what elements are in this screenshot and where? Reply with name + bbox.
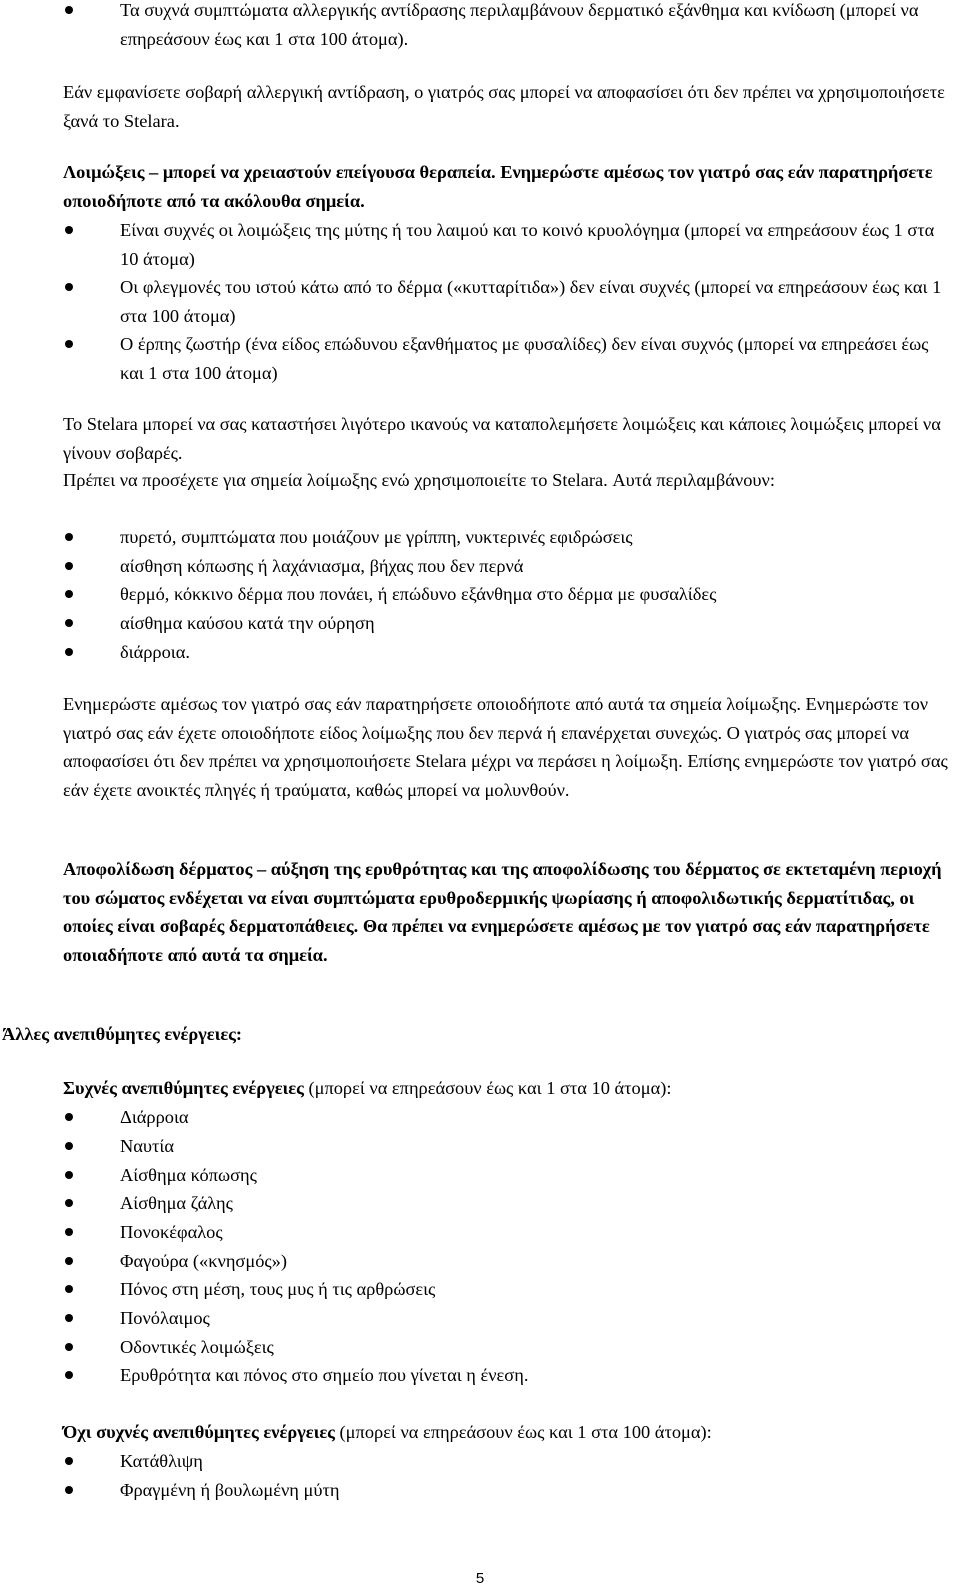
- list-item-sign-5: διάρροια.: [120, 638, 953, 667]
- uncommon-effects-intro: [63, 1418, 953, 1447]
- other-effects-heading: Άλλες ανεπιθύμητες ενέργειες:: [2, 1024, 243, 1044]
- reduced-ability-paragraph: Το Stelara μπορεί να σας καταστήσει λιγότερο ικανούς να καταπολεμήσετε λοιμώξεις και κάποιες λοιμώξεις μπορεί να γίνουν σοβαρές.: [63, 414, 941, 463]
- severe-allergy-paragraph: Εάν εμφανίσετε σοβαρή αλλεργική αντίδραση, ο γιατρός σας μπορεί να αποφασίσει ότι δεν πρέπει να χρησιμοποιήσετε ξανά το Stelara.: [63, 82, 945, 131]
- list-item-common-3: Αίσθημα κόπωσης: [120, 1161, 953, 1190]
- infections-heading-title: Λοιμώξεις – μπορεί να χρειαστούν επείγουσα θεραπεία.: [63, 162, 496, 182]
- list-item-common-6: Φαγούρα («κνησμός»): [120, 1247, 953, 1276]
- uncommon-effects-label: Όχι συχνές ανεπιθύμητες ενέργειες: [63, 1422, 335, 1442]
- uncommon-effects-frequency: (μπορεί να επηρεάσουν έως και 1 στα 100 άτομα):: [334, 1422, 712, 1442]
- page-number: 5: [475, 1570, 485, 1587]
- list-item-common-9: Οδοντικές λοιμώξεις: [120, 1333, 953, 1362]
- common-effects-frequency: (μπορεί να επηρεάσουν έως και 1 στα 10 άτομα):: [303, 1078, 672, 1098]
- infections-heading: [63, 158, 953, 215]
- skin-peeling-paragraph: Αποφολίδωση δέρματος – αύξηση της ερυθρότητας και της αποφολίδωσης του δέρματος σε εκτεταμένη περιοχή του σώματος ενδέχεται να είναι συμπτώματα ερυθροδερμικής ψωρίασης ή αποφολιδωτικής δερματίτιδας, οι οποίες είναι σοβαρές δερματοπάθειες. Θα πρέπει να ενημερώσετε αμέσως με τον γιατρό σας εάν παρατηρήσετε οποιαδήποτε από αυτά τα σημεία.: [63, 859, 942, 965]
- common-effects-label: Συχνές ανεπιθύμητες ενέργειες: [63, 1078, 304, 1098]
- list-item-infection-3: Ο έρπης ζωστήρ (ένα είδος επώδυνου εξανθήματος με φυσαλίδες) δεν είναι συχνός (μπορεί να επηρεάσει έως και 1 στα 100 άτομα): [120, 330, 953, 387]
- list-item-sign-4: αίσθημα καύσου κατά την ούρηση: [120, 609, 953, 638]
- watch-for-paragraph: Πρέπει να προσέχετε για σημεία λοίμωξης ενώ χρησιμοποιείτε το Stelara. Αυτά περιλαμβάνουν:: [63, 470, 775, 490]
- list-item-uncommon-2: Φραγμένη ή βουλωμένη μύτη: [120, 1476, 953, 1505]
- list-item-sign-3: θερμό, κόκκινο δέρμα που πονάει, ή επώδυνο εξάνθημα στο δέρμα με φυσαλίδες: [120, 580, 953, 609]
- list-item-common-2: Ναυτία: [120, 1132, 953, 1161]
- list-item-common-8: Πονόλαιμος: [120, 1304, 953, 1333]
- list-item-sign-1: πυρετό, συμπτώματα που μοιάζουν με γρίππη, νυκτερινές εφιδρώσεις: [120, 523, 953, 552]
- common-effects-intro: [63, 1074, 953, 1103]
- list-item-allergy-symptoms: Τα συχνά συμπτώματα αλλεργικής αντίδρασης περιλαμβάνουν δερματικό εξάνθημα και κνίδωση (μπορεί να επηρεάσουν έως και 1 στα 100 άτομα).: [120, 0, 953, 53]
- list-item-common-1: Διάρροια: [120, 1103, 953, 1132]
- list-item-uncommon-1: Κατάθλιψη: [120, 1447, 953, 1476]
- list-item-sign-2: αίσθηση κόπωσης ή λαχάνιασμα, βήχας που δεν περνά: [120, 552, 953, 581]
- infections-heading-instruction: Ενημερώστε αμέσως τον γιατρό σας εάν παρατηρήσετε οποιοδήποτε από τα ακόλουθα σημεία.: [63, 162, 933, 211]
- list-item-infection-2: Οι φλεγμονές του ιστού κάτω από το δέρμα («κυτταρίτιδα») δεν είναι συχνές (μπορεί να επηρεάσουν έως και 1 στα 100 άτομα): [120, 273, 953, 330]
- tell-doctor-paragraph: Ενημερώστε αμέσως τον γιατρό σας εάν παρατηρήσετε οποιοδήποτε από αυτά τα σημεία λοίμωξης. Ενημερώστε τον γιατρό σας εάν έχετε οποιοδήποτε είδος λοίμωξης που δεν περνά ή επανέρχεται συνεχώς. Ο γιατρός σας μπορεί να αποφασίσει ότι δεν πρέπει να χρησιμοποιήσετε Stelara μέχρι να περάσει η λοίμωξη. Επίσης ενημερώστε τον γιατρό σας εάν έχετε ανοικτές πληγές ή τραύματα, καθώς μπορεί να μολυνθούν.: [63, 694, 948, 800]
- list-item-infection-1: Είναι συχνές οι λοιμώξεις της μύτης ή του λαιμού και το κοινό κρυολόγημα (μπορεί να επηρεάσουν έως 1 στα 10 άτομα): [120, 216, 953, 273]
- list-item-common-10: Ερυθρότητα και πόνος στο σημείο που γίνεται η ένεση.: [120, 1361, 953, 1390]
- list-item-common-5: Πονοκέφαλος: [120, 1218, 953, 1247]
- list-item-common-4: Αίσθημα ζάλης: [120, 1189, 953, 1218]
- list-item-common-7: Πόνος στη μέση, τους μυς ή τις αρθρώσεις: [120, 1275, 953, 1304]
